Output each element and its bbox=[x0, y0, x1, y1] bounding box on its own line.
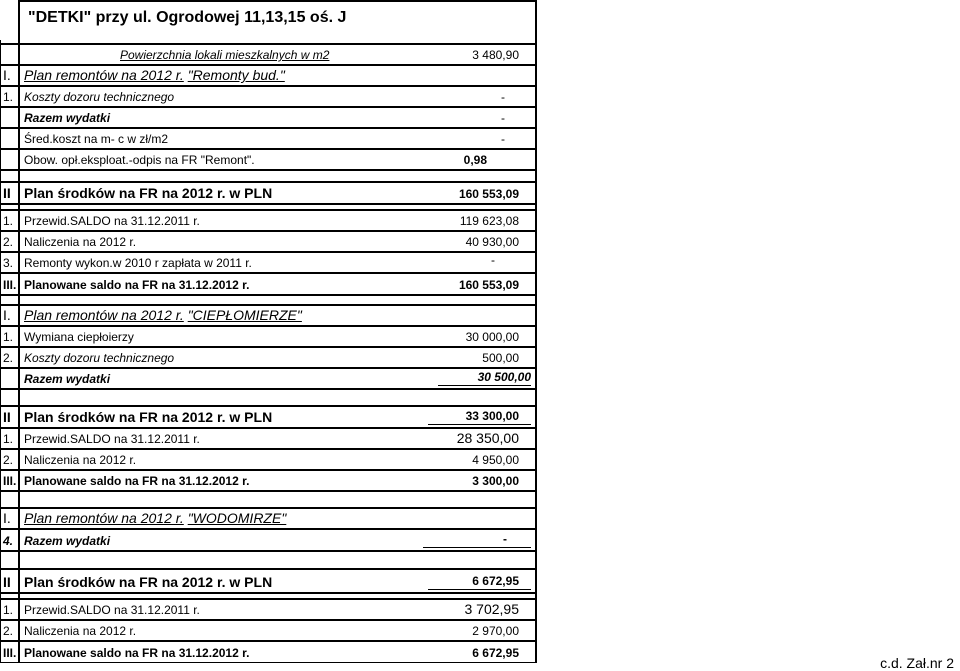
plan-heading: Plan remontów na 2012 r. "WODOMIRZE" bbox=[24, 510, 287, 526]
row-value: 119 623,08 bbox=[459, 214, 519, 228]
row-label: Wymiana ciepłoierzy bbox=[24, 330, 134, 344]
row-label: Planowane saldo na FR na 31.12.2012 r. bbox=[24, 646, 250, 660]
row-label: Planowane saldo na FR na 31.12.2012 r. bbox=[24, 474, 250, 488]
saldo-row bbox=[0, 470, 540, 491]
row-label: Naliczenia na 2012 r. bbox=[24, 624, 137, 638]
row-label: Przewid.SALDO na 31.12.2011 r. bbox=[24, 432, 200, 446]
sheet-title: "DETKI" przy ul. Ogrodowej 11,13,15 oś. J bbox=[28, 9, 347, 26]
row-value: - bbox=[501, 111, 505, 125]
table-row bbox=[0, 149, 540, 170]
row-value: 3 300,00 bbox=[472, 474, 519, 488]
area-label: Powierzchnia lokali mieszkalnych w m2 bbox=[120, 48, 330, 62]
row-value: 3 702,95 bbox=[464, 601, 519, 617]
row-number: 3. bbox=[3, 256, 14, 270]
saldo-row bbox=[0, 273, 540, 295]
row-value: 30 500,00 bbox=[438, 370, 531, 386]
table-row bbox=[0, 347, 540, 368]
funds-plan-row bbox=[0, 569, 540, 593]
spacer-row bbox=[0, 295, 540, 305]
section-plan-row bbox=[0, 305, 540, 326]
row-number: 1. bbox=[3, 432, 14, 446]
row-value: 160 553,09 bbox=[458, 278, 519, 292]
spacer-row bbox=[0, 551, 540, 569]
table-row bbox=[0, 128, 540, 149]
row-label: Razem wydatki bbox=[24, 111, 111, 125]
row-number: II bbox=[3, 574, 11, 590]
row-label: Razem wydatki bbox=[24, 534, 111, 548]
area-value: 3 480,90 bbox=[472, 48, 519, 62]
row-value: 2 970,00 bbox=[472, 624, 519, 638]
row-number: III. bbox=[3, 646, 17, 660]
row-label: Naliczenia na 2012 r. bbox=[24, 453, 137, 467]
row-label: Naliczenia na 2012 r. bbox=[24, 235, 137, 249]
funds-plan-row bbox=[0, 182, 540, 204]
row-label: Planowane saldo na FR na 31.12.2012 r. bbox=[24, 278, 250, 292]
row-number: 1. bbox=[3, 330, 14, 344]
row-value: 160 553,09 bbox=[458, 187, 519, 201]
row-label: Remonty wykon.w 2010 r zapłata w 2011 r. bbox=[24, 256, 252, 270]
row-number: 1. bbox=[3, 214, 14, 228]
row-value: 33 300,00 bbox=[428, 409, 531, 425]
row-label: Przewid.SALDO na 31.12.2011 r. bbox=[24, 603, 200, 617]
row-number: I. bbox=[3, 307, 11, 323]
row-value: 500,00 bbox=[482, 351, 519, 365]
row-label: Plan środków na FR na 2012 r. w PLN bbox=[24, 409, 273, 425]
row-value: - bbox=[501, 132, 505, 146]
funds-plan-row bbox=[0, 406, 540, 428]
table-row bbox=[0, 599, 540, 620]
row-label: Koszty dozoru technicznego bbox=[24, 351, 175, 365]
row-number: 2. bbox=[3, 624, 14, 638]
row-value: - bbox=[491, 253, 495, 267]
row-number: III. bbox=[3, 278, 17, 292]
sheet-title-box bbox=[18, 0, 537, 40]
row-number: 2. bbox=[3, 453, 14, 467]
section-plan-row bbox=[0, 508, 540, 529]
table-row bbox=[0, 326, 540, 347]
spacer-row bbox=[0, 170, 540, 182]
row-label: Przewid.SALDO na 31.12.2011 r. bbox=[24, 214, 200, 228]
table-row bbox=[0, 529, 540, 551]
area-row bbox=[0, 44, 540, 65]
table-row bbox=[0, 86, 540, 107]
row-number: I. bbox=[3, 67, 11, 83]
footer-note: c.d. Zał.nr 2 bbox=[880, 655, 954, 671]
row-number: 1. bbox=[3, 603, 14, 617]
row-value: 30 000,00 bbox=[465, 330, 519, 344]
row-label: Razem wydatki bbox=[24, 372, 111, 386]
row-label: Śred.koszt na m- c w zł/m2 bbox=[24, 132, 169, 146]
table-row bbox=[0, 368, 540, 389]
plan-heading: Plan remontów na 2012 r. "CIEPŁOMIERZE" bbox=[24, 307, 302, 323]
table-row bbox=[0, 107, 540, 128]
row-number: 2. bbox=[3, 235, 14, 249]
plan-heading: Plan remontów na 2012 r. "Remonty bud." bbox=[24, 67, 285, 83]
table-row bbox=[0, 252, 540, 273]
section-plan-row bbox=[0, 65, 540, 86]
row-label: Obow. opł.eksploat.-odpis na FR "Remont". bbox=[24, 153, 255, 167]
row-value: 0,98 bbox=[463, 153, 487, 167]
row-value: 28 350,00 bbox=[456, 430, 519, 446]
row-label: Plan środków na FR na 2012 r. w PLN bbox=[24, 185, 273, 201]
row-number: III. bbox=[3, 474, 17, 488]
saldo-row bbox=[0, 641, 540, 663]
row-number: II bbox=[3, 185, 11, 201]
table-row bbox=[0, 210, 540, 231]
row-value: - bbox=[501, 90, 505, 104]
row-number: 1. bbox=[3, 90, 14, 104]
table-row bbox=[0, 449, 540, 470]
row-value: 6 672,95 bbox=[472, 646, 519, 660]
row-label: Koszty dozoru technicznego bbox=[24, 90, 175, 104]
row-number: 2. bbox=[3, 351, 14, 365]
row-number: II bbox=[3, 409, 11, 425]
table-row bbox=[0, 428, 540, 449]
row-number: 4. bbox=[3, 534, 14, 548]
row-value: 6 672,95 bbox=[428, 574, 531, 590]
row-label: Plan środków na FR na 2012 r. w PLN bbox=[24, 574, 273, 590]
row-value: - bbox=[423, 532, 531, 548]
table-row bbox=[0, 231, 540, 252]
spacer-row bbox=[0, 389, 540, 406]
row-value: 4 950,00 bbox=[472, 453, 519, 467]
table-row bbox=[0, 620, 540, 641]
row-value: 40 930,00 bbox=[465, 235, 519, 249]
row-number: I. bbox=[3, 510, 11, 526]
spacer-row bbox=[0, 491, 540, 508]
